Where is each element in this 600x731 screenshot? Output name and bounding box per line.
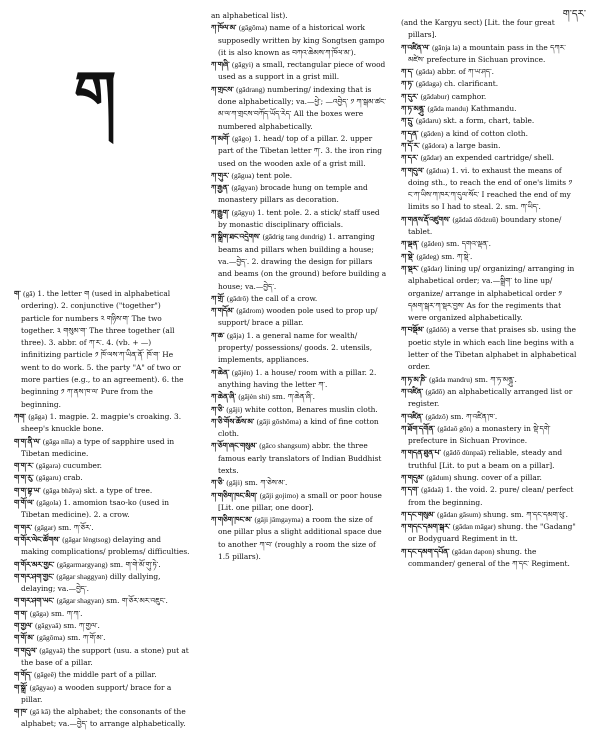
dictionary-entry [401,546,577,571]
entry-romanization: (gādrom) [236,306,264,316]
entry-definition: delaying and making complications/ problems/ difficulties. [21,534,190,557]
entry-definition: 1. tent pole. 2. a stick/ staff used by monastic disciplinary officials. [218,207,380,230]
entry-romanization: (gāgarmargyang) [56,559,108,569]
entry-definition: reliable, steady and truthful [Lit. to put a beam on a pillar]. [408,448,563,470]
entry-headword: ཀ་ད་ [401,67,414,77]
entry-romanization: (gādora) [422,140,448,150]
entry-romanization: (gāden) [420,128,444,138]
dictionary-entry [14,632,190,644]
dictionary-entry [211,59,387,84]
entry-headword: ཀ་ཏ་མ་ཎི་ [401,374,427,384]
entry-romanization: (gādō dùnpaā) [443,448,486,458]
dictionary-entry [14,411,190,436]
entry-headword: ཀ་གྲངས་ [211,84,234,94]
dictionary-entry [14,497,190,522]
entry-definition: 1. head/ top of a pillar. 2. upper part of the Tibetan letter ཀ་. 3. the iron ring used on the wooden axle of a grist mill. [218,133,382,168]
entry-romanization: (gādaā dōdzuū) [452,214,499,224]
entry-romanization: (gāgyaā) [39,645,66,655]
dictionary-entry [401,66,577,78]
dictionary-entry [211,84,387,133]
entry-romanization: (gāji) [226,478,243,488]
entry-romanization: (gāga) [28,411,48,421]
entry-romanization: (gādeg) [416,251,440,261]
entry-definition: sm. ཀ་གྱལ་. [63,621,100,631]
entry-romanization: (gādaō gōn) [437,423,473,433]
entry-romanization: (gā) [23,289,36,298]
entry-headword: ཀ་གྲོ་ [211,293,225,303]
dictionary-entry [401,115,577,127]
entry-romanization: (gādrig tang dundrig) [262,232,326,242]
entry-headword: ཀ་ཆེན་ཞི་ [211,392,237,402]
entry-headword: ཀ་ཆ་ [211,330,225,340]
entry-headword: ཀ་མགོ་ [211,133,230,143]
entry-definition: a small or poor house [Lit. one pillar, one door]. [218,490,382,512]
entry-headword: ཀ་གཞི་ [211,60,230,70]
entry-headword: ཀ་གདང་དམག་སྒར་ [401,522,451,532]
entry-definition: tent pole. [256,170,293,180]
entry-romanization: (gājèn) [231,367,253,377]
dictionary-entry [401,165,577,214]
dictionary-entry [14,460,190,472]
entry-romanization: (gāga nīla) [42,436,75,446]
entry-headword: ག་གོར་མར་གྱང་ [14,559,55,569]
entry-headword: ག་གོ་མ་ [14,633,35,643]
entry-definition: abbr. of ཀ་ཡ་ཤད་. [437,67,495,77]
entry-headword: ཀ་གདན་ཐུན་པ་ [401,448,441,458]
entry-romanization: (gādan gāsum) [437,509,481,519]
entry-definition: sm. དགའ་ལྡན་. [446,239,491,249]
entry-headword: ག་ག་བྷ་ཡ་ [14,485,41,495]
entry-definition: a monastery in སྡེ་དགེ་ prefecture in Sichuan Province. [408,423,551,446]
entry-headword: ག་གྱལ་ [14,621,33,631]
dictionary-entry [211,22,387,59]
entry-definition: a large basin. [449,140,501,150]
entry-definition: sm. ག་གེ་མོ་གུ་ཏེ་. [109,559,161,569]
entry-definition: shung. cover of a pillar. [453,472,542,482]
entry-headword: ག་ག་རུ་ [14,473,34,483]
entry-definition: the alphabet; the consonants of the alphabet; va.—བྱེད་ to arrange alphabetically. [21,707,186,729]
entry-definition: the call of a crow. [250,293,318,303]
entry-romanization: (gāgar shagyan) [56,596,104,606]
dictionary-entry [211,182,387,207]
dictionary-entry [14,682,190,707]
dictionary-entry [401,42,577,67]
entry-headword: ཀ་དག་ [401,485,419,495]
entry-definition: name of a historical work supposedly written by king Songtsen gampo (it is also known as བཀའ་ཆེམས་ཀ་ཁོལ་མ་). [218,23,385,57]
dictionary-entry [401,128,577,140]
dictionary-entry [14,534,190,559]
dictionary-entry [401,103,577,115]
entry-definition: a type of sapphire used in Tibetan medicine. [21,436,175,458]
entry-definition: ch. clarificant. [444,79,499,89]
section-letter: ག [74,59,117,129]
entry-headword: ཀ་འཛིན་ [401,411,424,421]
dictionary-entry [14,706,190,731]
entry-headword: ཀ་དང་གསུམ་ [401,509,435,519]
entry-definition: sm. ཀ་ཅོར་. [58,522,94,532]
entry-definition: a kind of cotton cloth. [445,128,528,138]
entry-definition: 1. magpie. 2. magpie's croaking. 3. sheep's knuckle bone. [21,411,182,434]
entry-headword: ག་སྒྲོ་ [14,682,28,692]
dictionary-entry [211,293,387,305]
entry-definition: shung. sm. ཀ་དང་དམག་ཕུ་. [483,509,568,519]
dictionary-entry [14,485,190,497]
entry-headword: ག་ཁ་ [14,707,28,717]
entry-headword: ག་ག་ར་ [14,461,34,471]
dictionary-entry [211,440,387,477]
dictionary-entry [401,386,577,411]
entry-definition: 1. a house/ room with a pillar. 2. anything having the letter ཀ་. [218,367,377,389]
dictionary-entry [211,330,387,367]
entry-romanization: (gāgo) [232,133,252,143]
entry-definition: sm. ཀ་ཅེས་མ་. [244,478,288,488]
column-3 [401,17,577,570]
dictionary-entry [211,305,387,330]
entry-headword: ཀ་གདུམ་ [401,472,424,482]
entry-definition: Kathmandu. [470,104,517,114]
dictionary-entry [401,521,577,546]
entry-romanization: (gāgyan) [231,183,258,193]
entry-definition: a room the size of one pillar plus a slight additional space due to another ཀ་བ་ (roughly a room the size of 1.5 pillars). [218,515,382,562]
entry-headword: ཀག་ [14,411,26,421]
entry-headword: ཀ་ཅོག་ཞང་གསུམ་ [211,441,257,451]
dictionary-entry [401,447,577,472]
entry-definition: sm. ཀ་ཆེན་ཞི་. [272,392,315,402]
dictionary-entry [14,669,190,681]
entry-romanization: (gāgyaā) [35,621,61,631]
dictionary-entry [401,411,577,423]
entry-headword: ག་ག་ [14,608,28,618]
entry-headword: ག་ག་ནི་ལ་ [14,436,41,446]
entry-romanization: (gāda mandru) [429,374,473,384]
entry-definition: sm. ག་ཅོར་མར་འཇུང་. [106,596,168,606]
entry-romanization: (gāco shangsum) [259,441,310,451]
entry-headword: ཀ་ཅི་ [211,478,225,488]
dictionary-entry [14,608,190,620]
entry-romanization: (gāji) [226,404,243,414]
entry-headword: ཀ་ཏ་མནྜུ་ [401,104,426,114]
entry-romanization: (gādan dapon) [451,546,495,556]
entry-definition: 1. amomion tsao-ko (used in Tibetan medicine). 2. a crow. [21,498,170,520]
entry-definition: the support (usu. a stone) put at the base of a pillar. [21,645,189,667]
entry-headword: ཀ་དན་ [401,128,419,138]
entry-definition: crab. [63,473,83,483]
dictionary-entry [14,571,190,596]
entry-definition: 1. arranging beams and pillars when building a house; va.—བྱེད་. 2. drawing the design for pillars and beams (on the ground) before building a house; va.—བྱེད་. [218,232,387,291]
dictionary-entry [401,214,577,239]
dictionary-entry [211,490,387,515]
entry-headword: ཀ་གུར་ [211,170,230,180]
entry-definition: a verse that praises sb. using the poetic style in which each line begins with a letter of the Tibetan alphabet in alphabetical order. [408,325,577,372]
entry-headword: ཀ་འཛིན་ [401,386,424,396]
entry-headword: ཀ་གཅིག་ཁང་མ་ [211,515,253,525]
dictionary-entry [401,78,577,90]
entry-definition: sm. ཀ་སྡེ་. [441,251,473,261]
entry-definition: 1. the letter ག (used in alphabetical ordering). 2. conjunctive ("together") particle for numbers ༢ གཉིས་ག་ The two together. ༣ གསུམ་ག་ The three together (all three). 3. abbr. of ཀ་ར་. 4. (vb. + —) infinitizing particle ༡ ཁོ་ལས་ཀ་ཡིན་ནོ་ ཁོ་ག་ He went to do work. 5. the party "A" of two or more parties (e.g., to an agreement). 6. the beginning ༡ ཀ་ནས་ཁ་ལ་ Pure from the beginning. [21,289,184,409]
entry-romanization: (gāgyi) [232,60,254,70]
entry-definition: skt. a type of tree. [83,485,153,495]
dictionary-entry [211,170,387,182]
entry-headword: ཀ་ཏ་ [401,79,414,89]
entry-definition: (and the Kargyu sect) [Lit. the four great pillars]. [401,18,555,40]
entry-romanization: (gāja) [226,330,245,340]
entry-romanization: (gāgōma) [238,23,268,33]
entry-headword: ག་ [14,289,21,298]
entry-definition: abbr. the three famous early translators of Indian Buddhist texts. [218,441,382,475]
dictionary-entry [401,140,577,152]
entry-definition: dilly dallying, delaying; va.—བྱེད་. [21,571,161,594]
entry-definition: skt. a form, chart, table. [443,116,535,126]
entry-definition: wooden pole used to prop up/ support/ brace a pillar. [218,306,378,328]
entry-romanization: (gāgar) [34,522,56,532]
entry-romanization: (gānja la) [432,42,461,52]
entry-definition: 1. vi. to exhaust the means of doing sth., to reach the end of one's limits ༡ ང་ཀ་ཡིས་ཀ་ཁར་ཀ་དུལ་སོང་ I reached the end of my limits so I had to steal. 2. sm. ཀ་ཡིད་. [408,165,573,212]
entry-definition: an alphabetical list). [211,11,288,20]
dictionary-entry [401,472,577,484]
entry-romanization: (gādōō) [426,325,450,335]
entry-romanization: (gāji jāmgayma) [254,515,304,525]
dictionary-entry [401,423,577,448]
entry-romanization: (gādzō) [425,411,449,421]
entry-romanization: (gāgōma) [36,633,65,643]
entry-romanization: (gādan māgar) [452,522,496,532]
entry-romanization: (gādaga) [415,79,442,89]
dictionary-entry [211,477,387,489]
entry-definition: a small, rectangular piece of wood used as a support in a grist mill. [218,60,386,82]
entry-headword: ག་གར་ཤག་ཡང་ [14,596,55,606]
dictionary-entry [401,263,577,324]
entry-romanization: (gāgyao) [29,682,56,692]
entry-headword: ཀ་རྒྱུག་ [211,207,230,217]
entry-headword: ཀ་གནས་རྡོ་འཛུགས་ [401,214,451,224]
entry-headword: ཀ་འཛིན་ལ་ [401,42,430,52]
entry-definition: camphor. [451,91,487,101]
entry-headword: ཀ་དྲུ་ [401,116,414,126]
entry-romanization: (gādaru) [415,116,441,126]
entry-headword: ཀ་གཅིག་ཁང་མིག་ [211,490,258,500]
column-2 [211,10,387,563]
entry-headword: ཀ་སྡེ་ [401,251,415,261]
dictionary-entry [14,436,190,461]
entry-romanization: (gādum) [426,472,452,482]
dictionary-entry [14,645,190,670]
entry-headword: ག་གོར་ལེང་ཚོགས་ [14,534,60,544]
dictionary-entry [211,10,387,22]
entry-headword: ཀ་དར་ [401,153,419,163]
dictionary-entry [14,522,190,534]
entry-romanization: (gāda) [415,67,435,77]
entry-headword: ག་གོད་ [14,670,32,680]
dictionary-entry [401,152,577,164]
entry-headword: ཀ་ཐོག་དགོན་ [401,423,435,433]
entry-headword: ག་གར་ [14,522,33,532]
entry-definition: lining up/ organizing/ arranging in alphabetical order; va.—སྒྲིག་ to line up/ organize/ arrange in alphabetical order ༡ དམག་སྒར་ཀ་སྡར་བྱས་ As for the regiments that were organized alphabetically. [408,263,575,323]
dictionary-entry [211,133,387,170]
entry-romanization: (gājèn shi) [238,392,270,402]
entry-definition: 1. a general name for wealth/ property/ possessions/ goods. 2. utensils, implements, appliances. [218,330,373,365]
entry-definition: sm. ཀ་གོ་མ་. [67,633,106,643]
entry-romanization: (gāgola) [36,498,62,508]
entry-romanization: (gādua) [426,165,449,175]
entry-definition: sm. ཀ་ཏ་མནྜུ་. [474,374,517,384]
entry-romanization: (gāga bhāya) [43,485,82,495]
dictionary-entry [14,288,190,411]
entry-definition: cucumber. [63,461,102,471]
entry-romanization: (gādabur) [420,91,450,101]
dictionary-entry [401,17,577,42]
entry-romanization: (gādaā) [421,485,444,495]
entry-definition: sm. ཀ་འཛིན་ཁ་. [450,411,498,421]
column-1 [14,288,190,731]
entry-romanization: (gāgeē) [34,670,57,680]
entry-romanization: (gāda mandu) [427,104,469,114]
entry-romanization: (gāji gojimo) [259,490,299,500]
dictionary-entry [211,367,387,392]
entry-definition: boundary stone/ tablet. [408,214,562,237]
dictionary-entry [401,484,577,509]
dictionary-entry [401,238,577,250]
dictionary-entry [211,231,387,292]
dictionary-entry [211,207,387,232]
entry-headword: ག་གར་ཤག་གྱང་ [14,571,55,581]
dictionary-entry [401,91,577,103]
entry-headword: ཀ་དང་དམག་དཔོན་ [401,546,450,556]
entry-romanization: (gā kā) [29,707,51,717]
entry-definition: shung. the "Gadang" or Bodyguard Regiment in tt. [408,522,576,544]
dictionary-entry [211,391,387,403]
entry-romanization: (gāgaru) [36,473,62,483]
entry-romanization: (gādō) [425,386,445,396]
entry-headword: ཀ་ལྡན་ [401,239,419,249]
entry-headword: ཀ་ཅི་གོས་ཆོས་མ་ [211,416,255,426]
running-head: ག་དར་ [562,9,586,20]
entry-romanization: (gāgua) [231,170,255,180]
entry-headword: ཀ་སྒྲིག་ཐང་འདྲེགས་ [211,232,261,242]
dictionary-entry [211,514,387,563]
dictionary-entry [211,404,387,416]
entry-definition: shung. the commander/ general of the ཀ་དང་ Regiment. [408,546,570,569]
entry-headword: ཀ་སྡར་ [401,263,419,273]
entry-headword: ག་གདུལ་ [14,645,38,655]
entry-romanization: (gādrang) [236,84,265,94]
entry-headword: ཀ་ཅི་ [211,404,225,414]
dictionary-entry [14,559,190,571]
entry-headword: ཀ་ཁོལ་མ་ [211,23,237,33]
entry-romanization: (gāgar shaggyan) [56,571,108,581]
entry-definition: sm. ཀ་ཀ་. [51,608,83,618]
entry-definition: 1. the void. 2. pure/ clean/ perfect from the beginning. [408,485,574,507]
dictionary-entry [211,416,387,441]
entry-definition: a kind of fine cotton cloth. [218,416,379,439]
entry-romanization: (gādrō) [226,293,249,303]
entry-headword: ག་གོ་ལ་ [14,498,35,508]
entry-romanization: (gādar) [420,153,442,163]
entry-definition: a mountain pass in the དཀར་མཛེས་ prefecture in Sichuan province. [408,42,566,64]
entry-romanization: (gādar) [421,263,443,273]
entry-romanization: (gāgara) [36,461,61,471]
dictionary-entry [14,472,190,484]
entry-headword: ཀ་དོ་ར་ [401,140,420,150]
entry-headword: ཀ་གདོམ་ [211,306,234,316]
entry-romanization: (gāgyu) [231,207,255,217]
dictionary-entry [401,251,577,263]
entry-definition: a wooden support/ brace for a pillar. [21,682,172,704]
entry-romanization: (gāji gōshōma) [256,416,302,426]
entry-headword: ཀ་རྒྱན་ [211,183,230,193]
entry-definition: numbering/ indexing that is done alphabetically; va.—ཕྱེ་; —འབྱེད་ ༡ ཀ་སྒམ་ཚང་མ་ལ་ཀ་གྲངས་བཀོད་ཡོད་རེད་ All the boxes were numbered alphabetically. [218,84,386,131]
entry-headword: ཀ་ཆེན་ [211,367,230,377]
entry-definition: white cotton, Benares muslin cloth. [244,404,378,414]
entry-romanization: (gāden) [421,239,444,249]
dictionary-entry [401,509,577,521]
entry-romanization: (gāga) [29,608,49,618]
dictionary-entry [14,595,190,607]
entry-headword: ཀ་དུར་ [401,91,419,101]
entry-headword: ཀ་བསྡོམ་ [401,325,424,335]
entry-definition: an alphabetically arranged list or register. [408,386,573,409]
entry-definition: an expended cartridge/ shell. [444,153,554,163]
entry-romanization: (gāgar lèngtsog) [62,534,111,544]
entry-definition: brocade hung on temple and monastery pillars as decoration. [218,183,368,205]
dictionary-entry [401,324,577,373]
entry-headword: ཀ་གདུལ་ [401,165,425,175]
entry-definition: the middle part of a pillar. [58,670,157,680]
dictionary-entry [14,620,190,632]
dictionary-entry [401,374,577,386]
